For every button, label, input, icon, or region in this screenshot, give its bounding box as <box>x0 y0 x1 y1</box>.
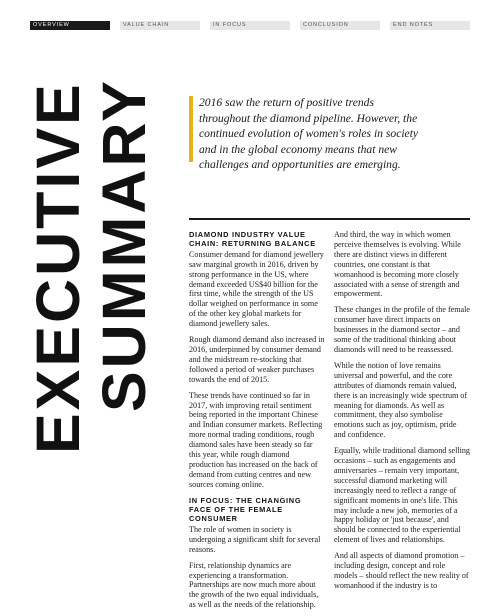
section-nav <box>30 21 470 30</box>
text-column-left <box>189 230 325 616</box>
tab-end-notes[interactable]: END NOTES <box>390 21 470 30</box>
title-summary: SUMMARY <box>90 78 158 412</box>
paragraph: And all aspects of diamond promotion – including design, concept and role models – should reflect the new reality of womanhood if the industry is to <box>334 551 469 590</box>
quote-accent-bar <box>189 96 193 162</box>
paragraph: Rough diamond demand also increased in 2016, underpinned by consumer demand and the midstream re-stocking that followed a period of weaker purchases towards the end of 2015. <box>189 335 325 384</box>
tab-overview[interactable]: OVERVIEW <box>30 21 110 30</box>
paragraph: These trends have continued so far in 2017, with improving retail sentiment being reported in the important Chinese and Indian consumer markets. Reflecting more normal trading conditions, rough diamond sales have been steady so far this year, while rough diamond production has increased on the back of demand from cutting centres and new sources coming online. <box>189 390 323 489</box>
paragraph: While the notion of love remains universal and powerful, and the core attributes of diamonds remain valued, there is an increasingly wide spectrum of meaning for diamonds. As well as commitment, they also symbolise emotions such as joy, optimism, pride and confidence. <box>334 360 468 440</box>
pull-quote: 2016 saw the return of positive trends throughout the diamond pipeline. However, the continued evolution of women's roles in society and in the global economy means that new challenges and opportunities are emerging. <box>199 96 419 172</box>
text-column-right <box>334 230 470 597</box>
paragraph: And third, the way in which women perceive themselves is evolving. While there are distinct views in different countries, one constant is that womanhood is becoming more closely associated with a sense of strength and empowerment. <box>334 230 461 299</box>
title-executive: EXECUTIVE <box>24 81 92 454</box>
paragraph: Consumer demand for diamond jewellery saw marginal growth in 2016, driven by strong performance in the US, where demand exceeded US$40 billion for the first time, while the strength of the US dollar weighed on performance in some of the other key global markets for diamond jewellery sales. <box>189 249 324 329</box>
paragraph: These changes in the profile of the female consumer have direct impacts on businesses in the diamond sector – and some of the traditional thinking about diamonds will need to be reassessed. <box>334 305 470 354</box>
tab-value-chain[interactable]: VALUE CHAIN <box>120 21 200 30</box>
tab-in-focus[interactable]: IN FOCUS <box>210 21 290 30</box>
heading-value-chain: DIAMOND INDUSTRY VALUE CHAIN: RETURNING BALANCE <box>189 230 316 249</box>
tab-conclusion[interactable]: CONCLUSION <box>300 21 380 30</box>
paragraph: Equally, while traditional diamond selling occasions – such as engagements and anniversaries – remain very important, successful diamond marketing will increasingly need to reflect a range of significant moments in one's life. This may include a new job, memories of a happy holiday or 'just because', and should be connected to the experiential element of lives and relationships. <box>334 446 470 545</box>
paragraph: The role of women in society is undergoing a significant shift for several reasons. <box>189 524 321 554</box>
section-divider <box>189 218 470 220</box>
paragraph: First, relationship dynamics are experiencing a transformation. Partnerships are now much more about the growth of the two equal individuals, as well as the needs of the relationship. <box>189 560 319 610</box>
heading-in-focus: IN FOCUS: THE CHANGING FACE OF THE FEMALE CONSUMER <box>189 495 302 524</box>
